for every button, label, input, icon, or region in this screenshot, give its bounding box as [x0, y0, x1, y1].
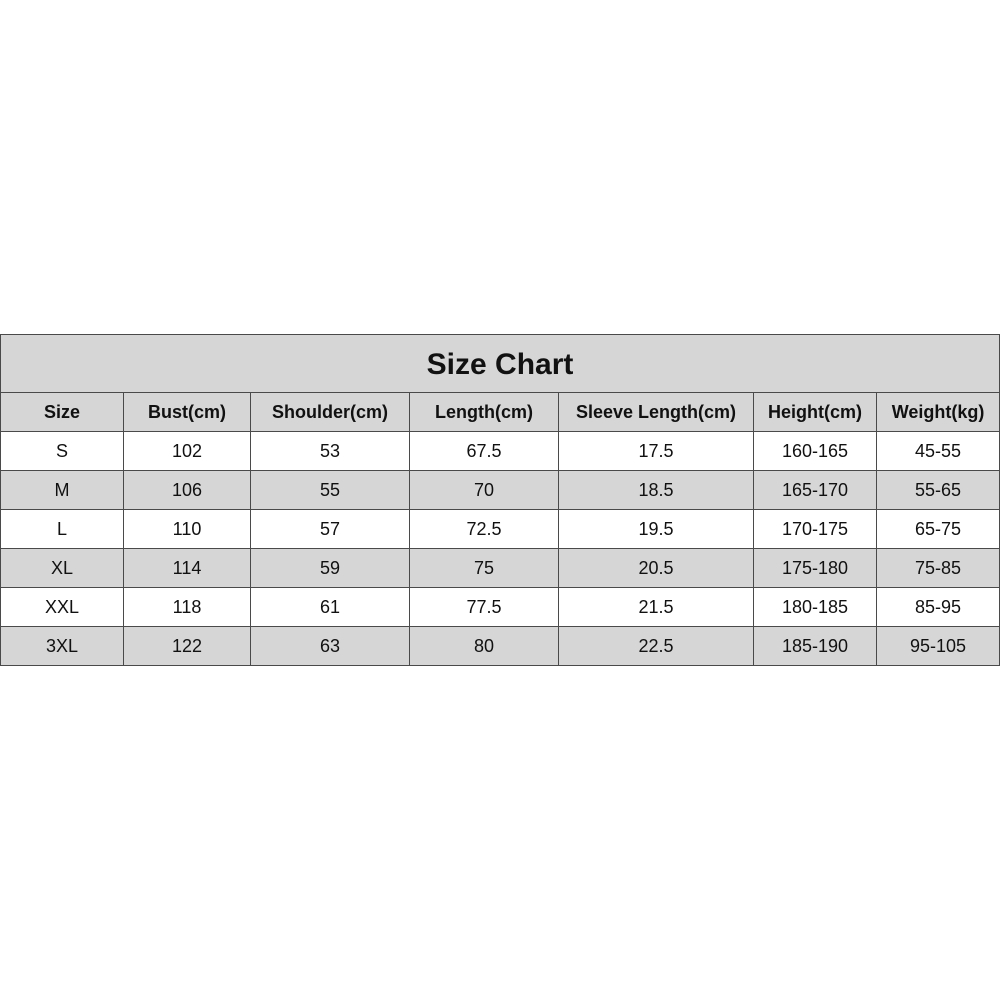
cell-shoulder: 55 [251, 471, 410, 510]
cell-weight: 45-55 [877, 432, 1000, 471]
table-title: Size Chart [1, 335, 1000, 393]
cell-size: S [1, 432, 124, 471]
header-size: Size [1, 393, 124, 432]
cell-shoulder: 63 [251, 627, 410, 666]
table-row [1, 471, 1000, 510]
cell-length: 67.5 [410, 432, 559, 471]
header-height: Height(cm) [754, 393, 877, 432]
table-row [1, 510, 1000, 549]
cell-size: L [1, 510, 124, 549]
cell-weight: 85-95 [877, 588, 1000, 627]
cell-length: 70 [410, 471, 559, 510]
cell-bust: 102 [124, 432, 251, 471]
table-row [1, 549, 1000, 588]
cell-size: M [1, 471, 124, 510]
cell-length: 75 [410, 549, 559, 588]
cell-bust: 118 [124, 588, 251, 627]
cell-sleeve-length: 19.5 [559, 510, 754, 549]
cell-sleeve-length: 18.5 [559, 471, 754, 510]
header-row [1, 393, 1000, 432]
cell-bust: 106 [124, 471, 251, 510]
cell-length: 72.5 [410, 510, 559, 549]
header-sleeve-length: Sleeve Length(cm) [559, 393, 754, 432]
cell-sleeve-length: 20.5 [559, 549, 754, 588]
cell-size: XL [1, 549, 124, 588]
cell-bust: 110 [124, 510, 251, 549]
cell-height: 165-170 [754, 471, 877, 510]
cell-shoulder: 59 [251, 549, 410, 588]
cell-shoulder: 61 [251, 588, 410, 627]
cell-bust: 114 [124, 549, 251, 588]
cell-sleeve-length: 17.5 [559, 432, 754, 471]
cell-height: 175-180 [754, 549, 877, 588]
cell-weight: 75-85 [877, 549, 1000, 588]
table-row [1, 588, 1000, 627]
size-chart-table [0, 334, 1000, 666]
header-bust: Bust(cm) [124, 393, 251, 432]
header-weight: Weight(kg) [877, 393, 1000, 432]
cell-bust: 122 [124, 627, 251, 666]
cell-height: 185-190 [754, 627, 877, 666]
cell-height: 180-185 [754, 588, 877, 627]
table-row [1, 432, 1000, 471]
cell-size: 3XL [1, 627, 124, 666]
cell-weight: 95-105 [877, 627, 1000, 666]
cell-size: XXL [1, 588, 124, 627]
table-row [1, 627, 1000, 666]
cell-height: 170-175 [754, 510, 877, 549]
cell-weight: 55-65 [877, 471, 1000, 510]
title-row [1, 335, 1000, 393]
cell-sleeve-length: 21.5 [559, 588, 754, 627]
cell-weight: 65-75 [877, 510, 1000, 549]
header-length: Length(cm) [410, 393, 559, 432]
cell-length: 80 [410, 627, 559, 666]
cell-height: 160-165 [754, 432, 877, 471]
cell-shoulder: 57 [251, 510, 410, 549]
cell-shoulder: 53 [251, 432, 410, 471]
cell-sleeve-length: 22.5 [559, 627, 754, 666]
header-shoulder: Shoulder(cm) [251, 393, 410, 432]
cell-length: 77.5 [410, 588, 559, 627]
